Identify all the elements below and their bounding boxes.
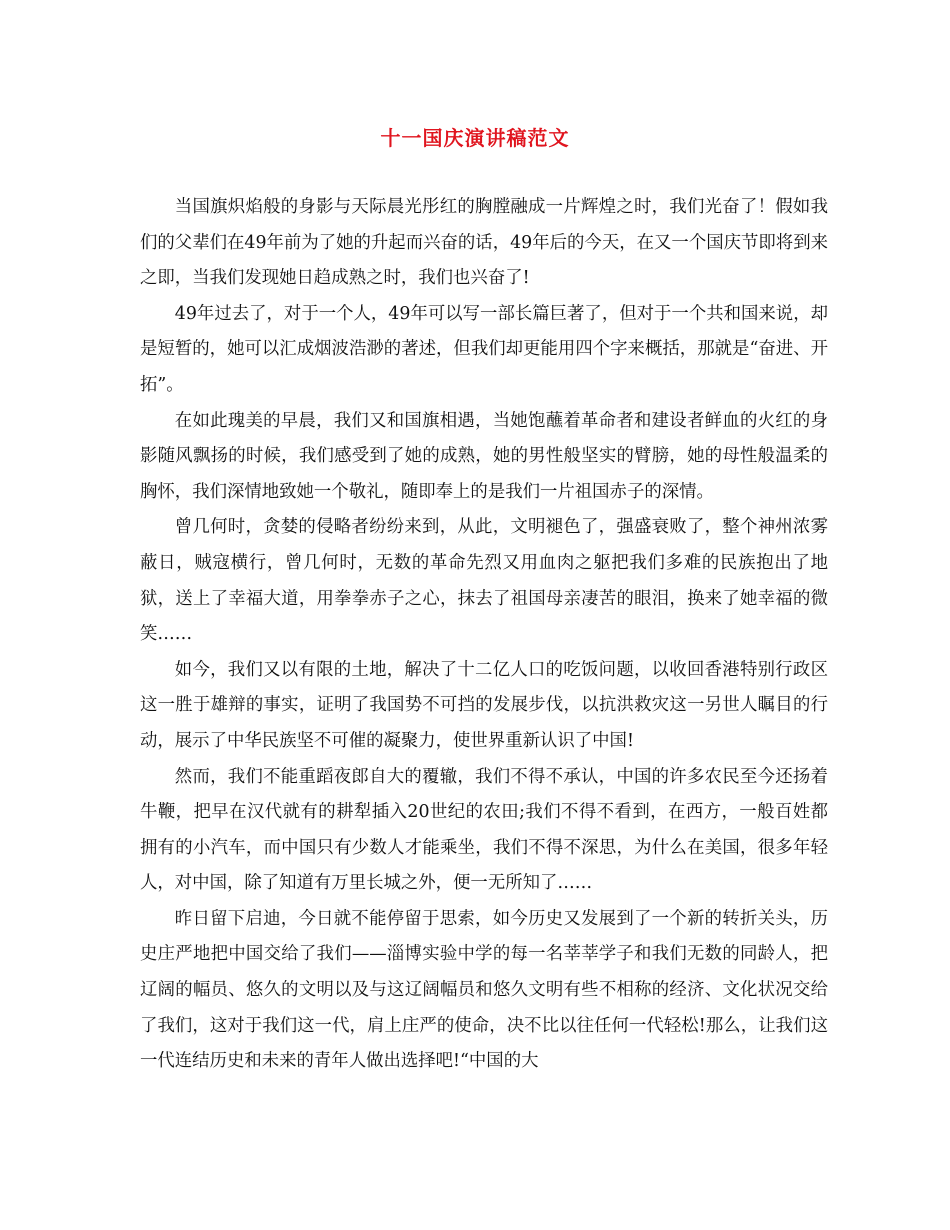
paragraph: 当国旗炽焰般的身影与天际晨光彤红的胸膛融成一片辉煌之时，我们光奋了！假如我们的父辈们在49年前为了她的升起而兴奋的话，49年后的今天，在又一个国庆节即将到来之即，当我们发现她日趋成熟之时，我们也兴奋了! bbox=[140, 197, 828, 289]
paragraph: 在如此瑰美的早晨，我们又和国旗相遇，当她饱蘸着革命者和建设者鲜血的火红的身影随风飘扬的时候，我们感受到了她的成熟，她的男性般坚实的臂膀，她的母性般温柔的胸怀，我们深情地致她一个敬礼，随即奉上的是我们一片祖国赤子的深情。 bbox=[140, 410, 828, 502]
paragraph: 昨日留下启迪，今日就不能停留于思索，如今历史又发展到了一个新的转折关头，历史庄严地把中国交给了我们——淄博实验中学的每一名莘莘学子和我们无数的同龄人，把辽阔的幅员、悠久的文明以及与这辽阔幅员和悠久文明有些不相称的经济、文化状况交给了我们，这对于我们这一代，肩上庄严的使命，决不比以往任何一代轻松!那么，让我们这一代连结历史和未来的青年人做出选择吧!“中国的大 bbox=[140, 908, 828, 1072]
paragraph: 如今，我们又以有限的土地，解决了十二亿人口的吃饭问题，以收回香港特别行政区这一胜于雄辩的事实，证明了我国势不可挡的发展步伐，以抗洪救灾这一另世人瞩目的行动，展示了中华民族坚不可催的凝聚力，使世界重新认识了中国! bbox=[140, 659, 828, 751]
document-title: 十一国庆演讲稿范文 bbox=[380, 126, 570, 150]
paragraph: 49年过去了，对于一个人，49年可以写一部长篇巨著了，但对于一个共和国来说，却是短暂的，她可以汇成烟波浩渺的著述，但我们却更能用四个字来概括，那就是“奋进、开拓”。 bbox=[140, 303, 828, 395]
paragraph: 然而，我们不能重蹈夜郎自大的覆辙，我们不得不承认，中国的许多农民至今还扬着牛鞭，把早在汉代就有的耕犁插入20世纪的农田;我们不得不看到，在西方，一般百姓都拥有的小汽车，而中国只有少数人才能乘坐，我们不得不深思，为什么在美国，很多年轻人，对中国，除了知道有万里长城之外，便一无所知了…… bbox=[140, 766, 828, 894]
document-body bbox=[140, 190, 828, 1080]
paragraph: 曾几何时，贪婪的侵略者纷纷来到，从此，文明褪色了，强盛衰败了，整个神州浓雾蔽日，贼寇横行，曾几何时，无数的革命先烈又用血肉之躯把我们多难的民族抱出了地狱，送上了幸福大道，用拳拳赤子之心，抹去了祖国母亲凄苦的眼泪，换来了她幸福的微笑…… bbox=[140, 517, 828, 645]
